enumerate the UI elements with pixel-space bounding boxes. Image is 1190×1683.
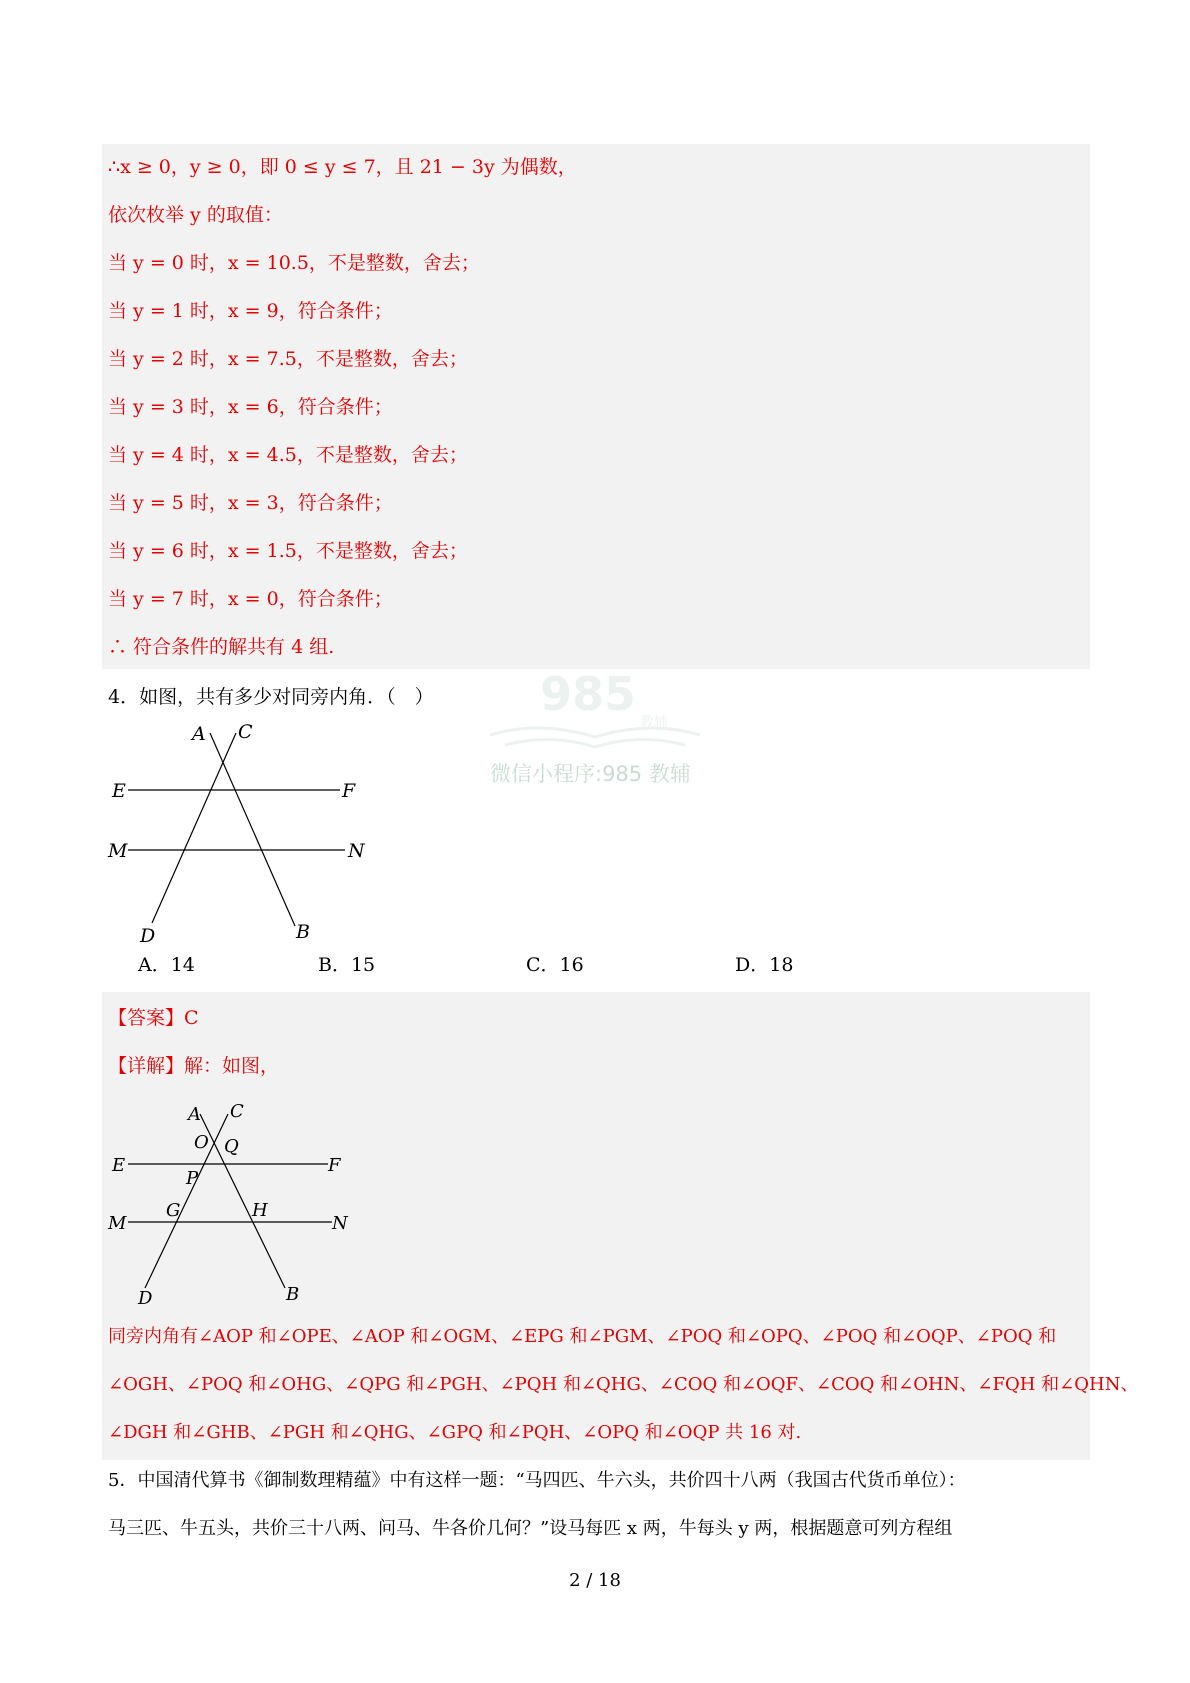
q4-label-b: B	[296, 921, 310, 943]
detail-line	[108, 1053, 279, 1079]
choice-d[interactable]: D．18	[735, 954, 794, 976]
solution-line-1: ∴x ≥ 0，y ≥ 0，即 0 ≤ y ≤ 7，且 21 − 3y 为偶数，	[108, 156, 577, 178]
ans-label-f: F	[328, 1155, 341, 1176]
solution-line-11: ∴ 符合条件的解共有 4 组.	[108, 636, 335, 658]
ans-label-m: M	[108, 1213, 127, 1234]
solution-line-9: 当 y = 6 时，x = 1.5，不是整数，舍去；	[108, 540, 468, 562]
ans-label-b: B	[286, 1284, 300, 1305]
q4-label-d: D	[140, 925, 156, 947]
watermark-number: 985	[540, 667, 637, 721]
answer-value: C	[184, 1007, 199, 1029]
solution-line-10: 当 y = 7 时，x = 0，符合条件；	[108, 588, 393, 610]
explanation-line-1: 同旁内角有∠AOP 和∠OPE、∠AOP 和∠OGM、∠EPG 和∠PGM、∠POQ 和∠OPQ、∠POQ 和∠OQP、∠POQ 和	[108, 1326, 1057, 1347]
ans-label-p: P	[186, 1168, 199, 1189]
watermark-sub: 教辅	[640, 715, 668, 731]
detail-tag: 【详解】	[108, 1055, 185, 1077]
solution-line-6: 当 y = 3 时，x = 6，符合条件；	[108, 396, 393, 418]
q4-label-m: M	[108, 840, 128, 862]
question-5-line-1: 5．中国清代算书《御制数理精蕴》中有这样一题：“马四匹、牛六头，共价四十八两（我国古代货币单位）：	[108, 1470, 966, 1491]
ans-label-n: N	[332, 1213, 348, 1234]
detail-intro: 解：如图，	[184, 1055, 280, 1077]
ans-label-e: E	[112, 1155, 126, 1176]
solution-line-7: 当 y = 4 时，x = 4.5，不是整数，舍去；	[108, 444, 468, 466]
ans-label-o: O	[194, 1132, 209, 1153]
question-4-figure	[100, 718, 380, 948]
ans-label-c: C	[230, 1101, 244, 1122]
explanation-line-3: ∠DGH 和∠GHB、∠PGH 和∠QHG、∠GPQ 和∠PQH、∠OPQ 和∠OQP 共 16 对.	[108, 1422, 802, 1443]
choice-b[interactable]: B．15	[318, 954, 376, 976]
solution-line-8: 当 y = 5 时，x = 3，符合条件；	[108, 492, 393, 514]
answer-figure	[100, 1092, 370, 1312]
page-number: 2 / 18	[569, 1570, 621, 1591]
choice-c[interactable]: C．16	[526, 954, 584, 976]
q4-label-c: C	[238, 721, 253, 743]
watermark-logo	[480, 665, 710, 759]
ans-label-a: A	[188, 1104, 201, 1125]
ans-label-q: Q	[224, 1136, 239, 1157]
ans-label-g: G	[166, 1200, 181, 1221]
ans-label-h: H	[252, 1200, 268, 1221]
watermark-text: 微信小程序:985 教辅	[490, 762, 691, 786]
ans-label-d: D	[138, 1288, 153, 1309]
q4-label-n: N	[348, 840, 365, 862]
solution-line-2: 依次枚举 y 的取值：	[108, 204, 283, 226]
q4-label-e: E	[112, 780, 126, 802]
explanation-line-2: ∠OGH、∠POQ 和∠OHG、∠QPG 和∠PGH、∠PQH 和∠QHG、∠COQ 和∠OQF、∠COQ 和∠OHN、∠FQH 和∠QHN、	[108, 1374, 1139, 1395]
question-5-line-2: 马三匹、牛五头，共价三十八两、问马、牛各价几何？”设马每匹 x 两，牛每头 y 两，根据题意可列方程组	[108, 1518, 953, 1539]
question-4-text: 4．如图，共有多少对同旁内角．（ ）	[108, 686, 434, 708]
solution-line-5: 当 y = 2 时，x = 7.5，不是整数，舍去；	[108, 348, 468, 370]
choice-a[interactable]: A．14	[138, 954, 195, 976]
solution-line-3: 当 y = 0 时，x = 10.5，不是整数，舍去；	[108, 252, 480, 274]
solution-line-4: 当 y = 1 时，x = 9，符合条件；	[108, 300, 393, 322]
q4-label-a: A	[192, 723, 206, 745]
q4-label-f: F	[342, 780, 356, 802]
answer-tag: 【答案】	[108, 1007, 185, 1029]
answer-line	[108, 1005, 199, 1031]
